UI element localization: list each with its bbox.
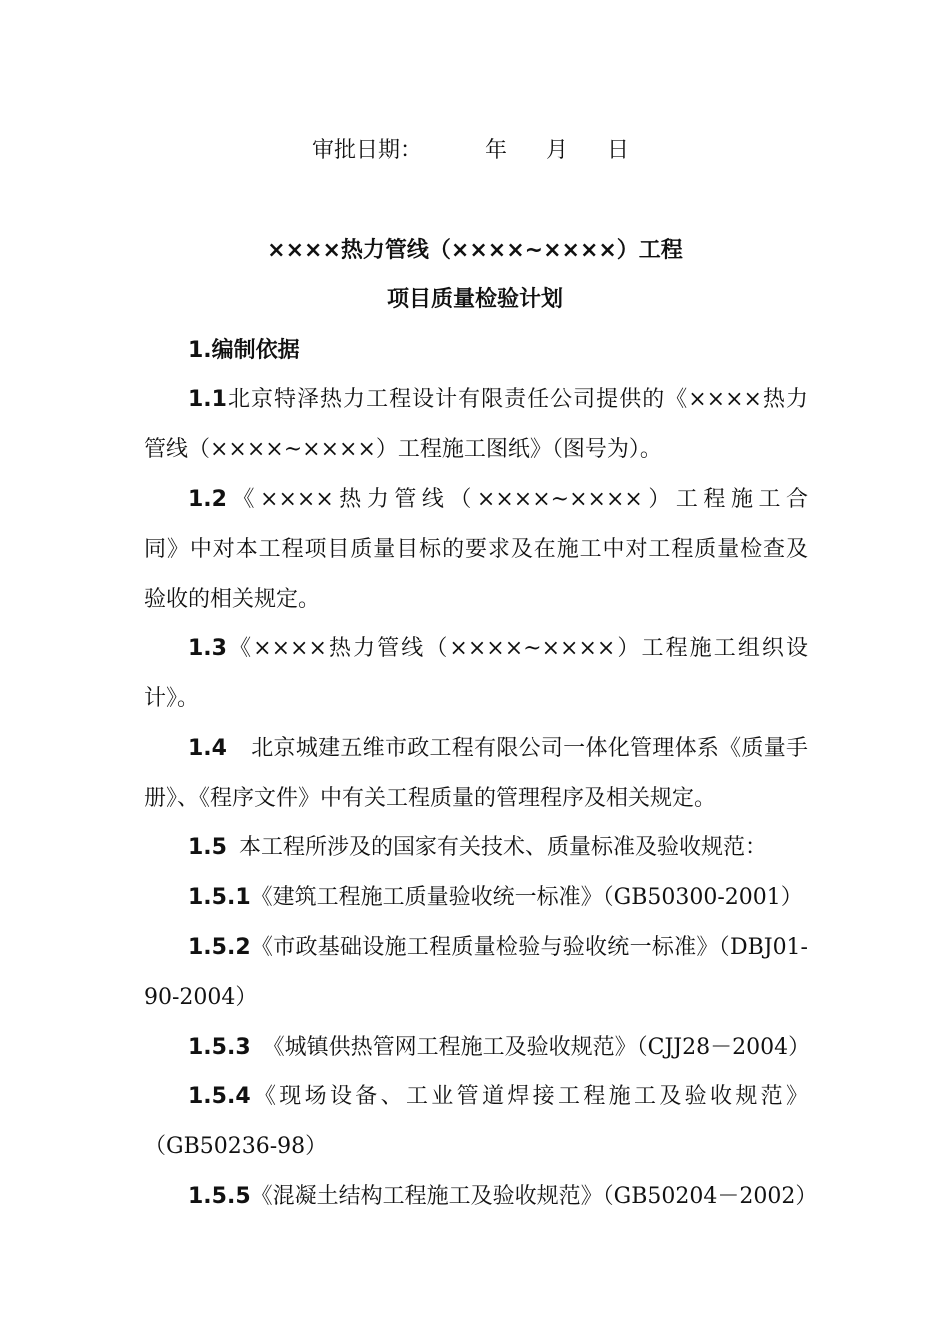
item-1-3-line1 <box>188 634 808 664</box>
item-1-2-line3: 验收的相关规定。 <box>144 587 321 612</box>
standard-1-5-1 <box>188 883 803 913</box>
item-1-1-line1 <box>188 385 808 415</box>
standard-1-5-5 <box>188 1182 817 1212</box>
approval-day: 日 <box>607 138 630 163</box>
standard-1-5-4-line2: （GB50236-98） <box>144 1134 328 1159</box>
standard-text: 《建筑工程施工质量验收统一标准》（GB50300-2001） <box>250 885 803 910</box>
standard-text: 《市政基础设施工程质量检验与验收统一标准》（DBJ01- <box>250 935 808 960</box>
item-text: 《××××热力管线（××××~××××）工程施工组织设 <box>226 636 808 661</box>
item-number: 1.3 <box>188 636 227 661</box>
standard-text: 《混凝土结构工程施工及验收规范》（GB50204－2002） <box>250 1184 818 1209</box>
item-number: 1.2 <box>188 487 227 512</box>
item-1-4-line2: 册》、《程序文件》中有关工程质量的管理程序及相关规定。 <box>144 786 717 811</box>
document-title: ××××热力管线（××××~××××）工程 <box>267 238 683 263</box>
item-number: 1.1 <box>188 387 227 412</box>
standard-1-5-2-line2: 90-2004） <box>144 985 258 1010</box>
item-1-2-line1 <box>188 485 808 515</box>
section-heading: 1.编制依据 <box>188 338 300 363</box>
standard-number: 1.5.1 <box>188 885 251 910</box>
approval-year: 年 <box>485 138 508 163</box>
standard-text: 《现场设备、工业管道焊接工程施工及验收规范》 <box>250 1084 808 1109</box>
item-1-1-line2: 管线（××××~××××）工程施工图纸》（图号为）。 <box>144 437 662 462</box>
item-1-2-line2: 同》中对本工程项目质量目标的要求及在施工中对工程质量检查及 <box>144 537 808 562</box>
item-text: 《××××热力管线（××××~××××）工程施工合 <box>226 487 808 512</box>
approval-date-line <box>312 136 629 166</box>
document-subtitle: 项目质量检验计划 <box>386 287 563 312</box>
item-text: 本工程所涉及的国家有关技术、质量标准及验收规范： <box>238 835 767 860</box>
standard-number: 1.5.3 <box>188 1035 251 1060</box>
standard-number: 1.5.4 <box>188 1084 251 1109</box>
item-text: 北京特泽热力工程设计有限责任公司提供的《××××热力 <box>226 387 808 412</box>
item-number: 1.4 <box>188 736 227 761</box>
item-text: 北京城建五维市政工程有限公司一体化管理体系《质量手 <box>250 736 808 761</box>
item-1-4-line1 <box>188 734 808 764</box>
approval-date-label: 审批日期： <box>312 138 423 163</box>
item-1-3-line2: 计》。 <box>144 686 200 711</box>
standard-1-5-3 <box>188 1033 810 1063</box>
approval-month: 月 <box>546 138 569 163</box>
standard-number: 1.5.5 <box>188 1184 251 1209</box>
standard-1-5-4-line1 <box>188 1082 808 1112</box>
standard-1-5-2-line1 <box>188 933 808 963</box>
standard-number: 1.5.2 <box>188 935 251 960</box>
item-1-5-line1 <box>188 833 767 863</box>
item-number: 1.5 <box>188 835 227 860</box>
standard-text: 《城镇供热管网工程施工及验收规范》（CJJ28－2004） <box>262 1035 811 1060</box>
